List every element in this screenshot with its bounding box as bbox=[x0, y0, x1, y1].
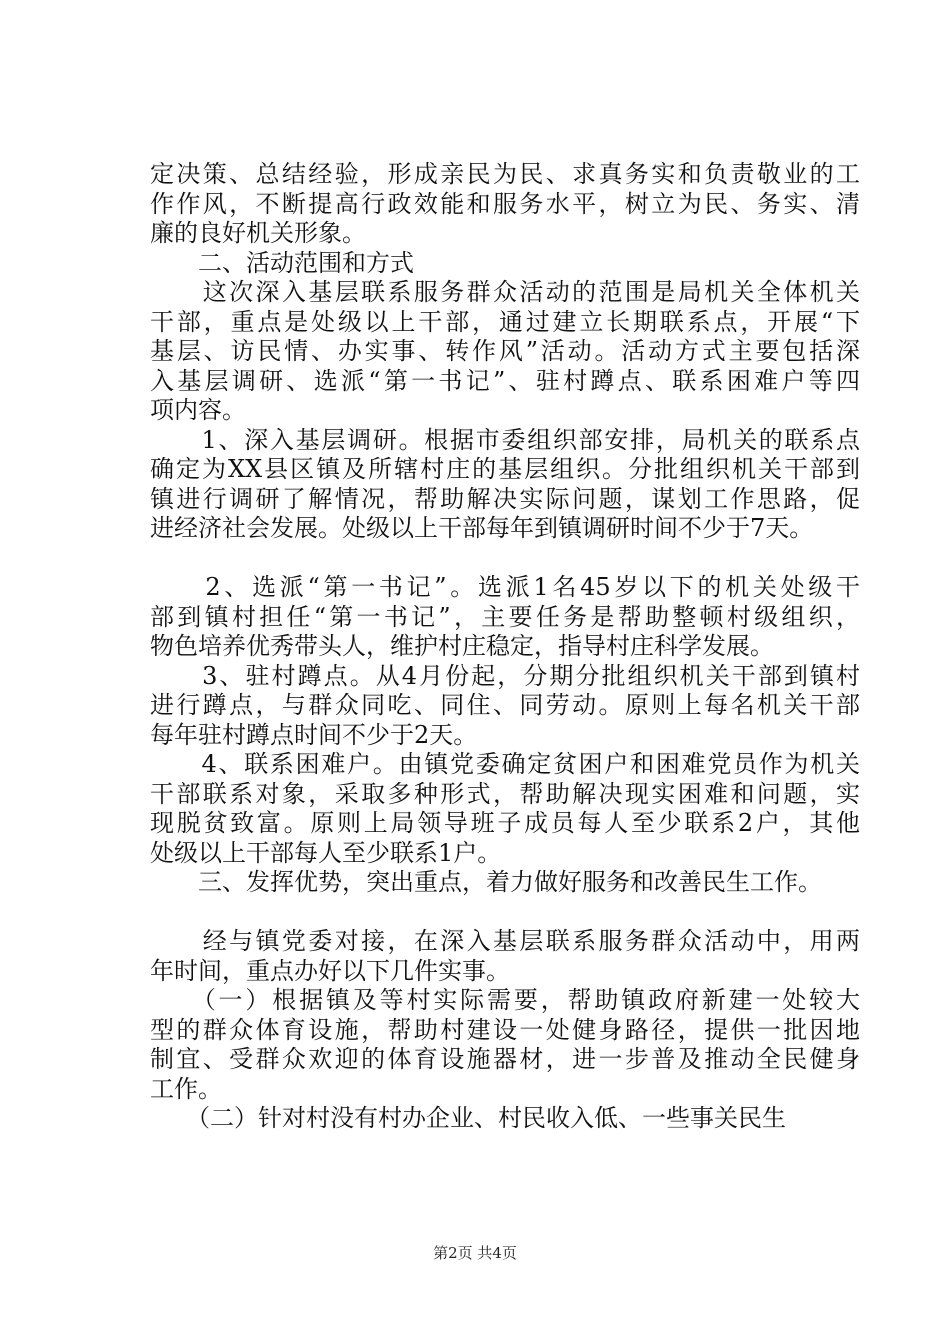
paragraph bbox=[150, 986, 860, 1104]
text-line: 工作。 bbox=[150, 1074, 222, 1103]
text-line: 进经济社会发展。处级以上干部每年到镇调研时间不少于7天。 bbox=[150, 514, 814, 542]
text-line: 三、发挥优势，突出重点，着力做好服务和改善民生工作。 bbox=[150, 868, 822, 896]
paragraph bbox=[150, 573, 860, 662]
page-footer: 第2页 共4页 bbox=[433, 1244, 517, 1262]
text-line: （二）针对村没有村办企业、村民收入低、一些事关民生 bbox=[150, 1104, 786, 1132]
text-line: 制宜、受群众欢迎的体育设施器材，进一步普及推动全民健身 bbox=[150, 1045, 860, 1073]
text-line: 入基层调研、选派“第一书记”、驻村蹲点、联系困难户等四 bbox=[150, 366, 860, 395]
text-line: 项内容。 bbox=[150, 396, 246, 424]
text-line: 进行蹲点，与群众同吃、同住、同劳动。原则上每名机关干部 bbox=[150, 691, 860, 719]
text-line: 现脱贫致富。原则上局领导班子成员每人至少联系2户，其他 bbox=[150, 809, 860, 837]
paragraph bbox=[150, 927, 860, 986]
text-line: 每年驻村蹲点时间不少于2天。 bbox=[150, 720, 478, 749]
text-line: 年时间，重点办好以下几件实事。 bbox=[150, 956, 510, 985]
paragraph bbox=[150, 426, 860, 544]
text-line: 4、联系困难户。由镇党委确定贫困户和困难党员作为机关 bbox=[150, 750, 860, 778]
paragraph-gap bbox=[150, 898, 860, 928]
text-line: 处级以上干部每人至少联系1户。 bbox=[150, 838, 502, 867]
paragraph-gap bbox=[150, 544, 860, 574]
text-line: 干部联系对象，采取多种形式，帮助解决现实困难和问题，实 bbox=[150, 779, 860, 808]
text-line: 经与镇党委对接，在深入基层联系服务群众活动中，用两 bbox=[150, 927, 860, 955]
text-line: 部到镇村担任“第一书记”，主要任务是帮助整顿村级组织， bbox=[150, 602, 860, 631]
text-line: 3、驻村蹲点。从4月份起，分期分批组织机关干部到镇村 bbox=[150, 661, 860, 690]
text-line: 定决策、总结经验，形成亲民为民、求真务实和负责敬业的工 bbox=[150, 160, 860, 188]
paragraph bbox=[150, 249, 860, 279]
text-line: 这次深入基层联系服务群众活动的范围是局机关全体机关 bbox=[150, 278, 860, 306]
text-line: 廉的良好机关形象。 bbox=[150, 219, 366, 247]
text-line: （一）根据镇及等村实际需要，帮助镇政府新建一处较大 bbox=[150, 986, 860, 1014]
text-line: 二、活动范围和方式 bbox=[150, 248, 414, 277]
text-line: 基层、访民情、办实事、转作风”活动。活动方式主要包括深 bbox=[150, 337, 860, 365]
paragraph bbox=[150, 160, 860, 249]
text-line: 型的群众体育设施，帮助村建设一处健身路径，提供一批因地 bbox=[150, 1015, 860, 1044]
text-line: 2、选派“第一书记”。选派1名45岁以下的机关处级干 bbox=[150, 573, 860, 601]
paragraph bbox=[150, 278, 860, 426]
text-line: 1、深入基层调研。根据市委组织部安排，局机关的联系点 bbox=[150, 425, 860, 454]
paragraph bbox=[150, 868, 860, 898]
paragraph bbox=[150, 662, 860, 751]
paragraph bbox=[150, 1104, 860, 1134]
text-line: 物色培养优秀带头人，维护村庄稳定，指导村庄科学发展。 bbox=[150, 632, 774, 660]
text-line: 确定为XX县区镇及所辖村庄的基层组织。分批组织机关干部到 bbox=[150, 455, 860, 483]
document-body bbox=[150, 160, 860, 1134]
text-line: 干部，重点是处级以上干部，通过建立长期联系点，开展“下 bbox=[150, 307, 860, 336]
paragraph bbox=[150, 750, 860, 868]
text-line: 作作风，不断提高行政效能和服务水平，树立为民、务实、清 bbox=[150, 189, 860, 218]
text-line: 镇进行调研了解情况，帮助解决实际问题，谋划工作思路，促 bbox=[150, 484, 860, 513]
